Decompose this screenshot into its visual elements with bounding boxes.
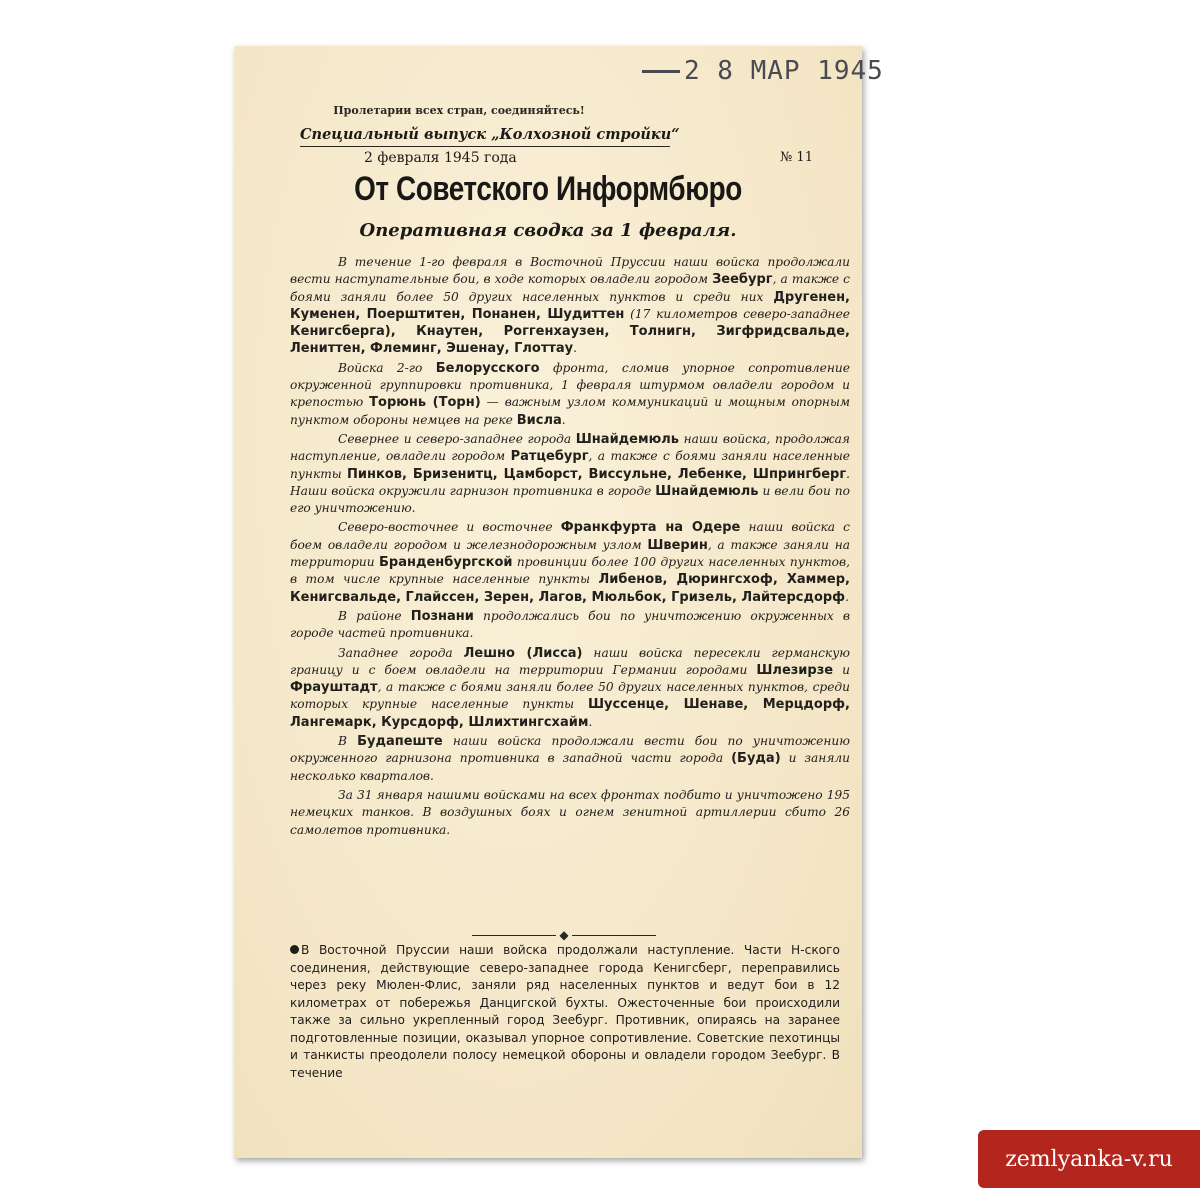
paragraph-text: . [845,589,849,604]
paragraph-text: В [338,734,358,749]
paragraph-text: (17 километров северо-западнее [624,306,851,321]
paragraph-text: наши войска с боем овладели городом и железнодорожным узлом [290,520,850,552]
place-name: Шнайдемюль [575,431,679,447]
place-name: Пинков, Бризенитц, Цамборст, Виссульне, Лебенке, Шпрингберг [347,466,847,482]
place-name: Франкфурта на Одере [560,520,741,536]
paragraph-text: . [561,412,566,427]
place-name: Висла [516,412,562,428]
place-name: Зеебург [712,272,773,288]
date-stamp: 2 8 МАР 1945 [642,56,852,86]
paragraph-text: Северо-восточнее и восточнее [338,520,561,535]
place-name: Шуссенце, Шенаве, Мерцдорф, Лангемарк, Курсдорф, Шлихтингсхайм [290,697,850,730]
paragraph-text: Войска 2-го [338,360,436,375]
place-name: Ратцебург [510,449,589,465]
report-paragraph [290,431,850,517]
paragraph-text: . [588,714,593,729]
leaflet-sheet [234,46,884,1158]
paragraph-text: наши войска пересекли германскую границу и с боем овладели на территории Германии городами [290,645,851,677]
place-name: Фрауштадт [290,680,378,696]
motto: Пролетарии всех стран, соединяйтесь! [333,104,585,117]
paragraph-text: . Наши войска окружили гарнизон противника в городе [290,466,850,498]
paragraph-text: В течение 1-го февраля в Восточной Пруссии наши войска продолжали вести наступательные бои, в ходе которых овладели городом [290,255,850,287]
section-divider: ◆ [464,928,664,942]
report-paragraph [290,645,850,731]
paragraph-text: и вели бои по его уничтожению. [290,483,850,516]
paragraph-text: . [573,341,578,356]
paragraph-text: , а также с боями заняли населенные пункты [290,449,850,481]
special-issue-title: Специальный выпуск „Колхозной стройки“ [300,126,670,147]
place-name: Шлезирзе [756,662,834,678]
paragraph-text: продолжались бои по уничтожению окруженных в городе частей противника. [290,608,851,641]
paragraph-text: , а также с боями заняли более 50 других населенных пунктов и среди них [290,272,850,304]
paragraph-text: Севернее и северо-западнее города [338,431,576,446]
paragraph-text: — важным узлом коммуникаций и мощным опорным пунктом обороны немцев на реке [290,395,850,427]
place-name: Шнайдемюль [655,483,759,499]
issue-number: № 11 [780,150,813,165]
paragraph-text: , а также заняли на территории [290,537,851,570]
paragraph-text: фронта, сломив упорное сопротивление окруженной группировки противника, 1 февраля штурмом овладели городом и крепостью [290,360,850,410]
report-paragraph [290,360,850,429]
paragraph-text: Западнее города [338,645,464,660]
report-paragraph [290,608,850,643]
report-paragraph [290,733,850,785]
place-name: Будапеште [357,734,443,750]
place-name: Познани [410,608,474,624]
place-name: Шверин [647,537,708,553]
place-name: Лешно (Лисса) [463,645,583,661]
place-name: Другенен, Куменен, Поерштитен, Понанен, Шудиттен [290,289,850,322]
paragraph-text: провинции более 100 других населенных пунктов, в том числе крупные населенные пункты [290,555,850,587]
place-name: Бранденбургской [379,555,513,571]
issue-date: 2 февраля 1945 года [364,150,517,166]
report-paragraph [290,519,850,605]
headline: От Советского Информбюро [354,170,742,208]
paragraph-text: наши войска, продолжая наступление, овладели городом [290,431,850,464]
bullet-icon [290,945,299,954]
paragraph-text: За 31 января нашими войсками на всех фронтах подбито и уничтожено 195 немецких танков. В воздушных боях и огнем зенитной артиллерии сбито 26 самолетов противника. [290,787,850,837]
site-watermark[interactable]: zemlyanka-v.ru [978,1130,1200,1188]
place-name: Торюнь (Торн) [369,395,481,411]
report-paragraph [290,254,850,358]
place-name: (Буда) [731,751,781,767]
report-paragraph [290,787,850,839]
paragraph-text: и заняли несколько кварталов. [290,751,850,783]
bulletin-text: В Восточной Пруссии наши войска продолжали наступление. Части Н-ского соединения, действующие северо-западнее города Кенигсберг, переправились через реку Мюлен-Флис, заняли ряд населенных пунктов и ведут бои в 12 километрах от побережья Данцигской бухты. Ожесточенные бои происходили также за сильно укрепленный город Зеебург. Противник, опираясь на заранее подготовленные позиции, оказывал упорное сопротивление. Советские пехотинцы и танкисты преодолели полосу немецкой обороны и овладели городом Зеебург. В течение [290,943,840,1080]
paragraph-text: , а также с боями заняли более 50 других населенных пунктов, среди которых крупные населенные пункты [290,680,850,712]
subheadline: Оперативная сводка за 1 февраля. [359,220,737,241]
paragraph-text: В районе [338,608,411,623]
paragraph-text: и [833,662,850,677]
place-name: Либенов, Дюрингсхоф, Хаммер, Кенигсвальде, Глайссен, Зерен, Лагов, Мюльбок, Гризель, Лайтерсдорф [290,572,850,605]
place-name: Белорусского [435,360,540,376]
report-body [290,254,850,841]
place-name: Кенигсберга), Кнаутен, Роггенхаузен, Толнигн, Зигфридсвальде, Лениттен, Флеминг, Эшенау, Глоттау [290,324,850,357]
paragraph-text: наши войска продолжали вести бои по уничтожению окруженного гарнизона противника в западной части города [290,734,850,766]
